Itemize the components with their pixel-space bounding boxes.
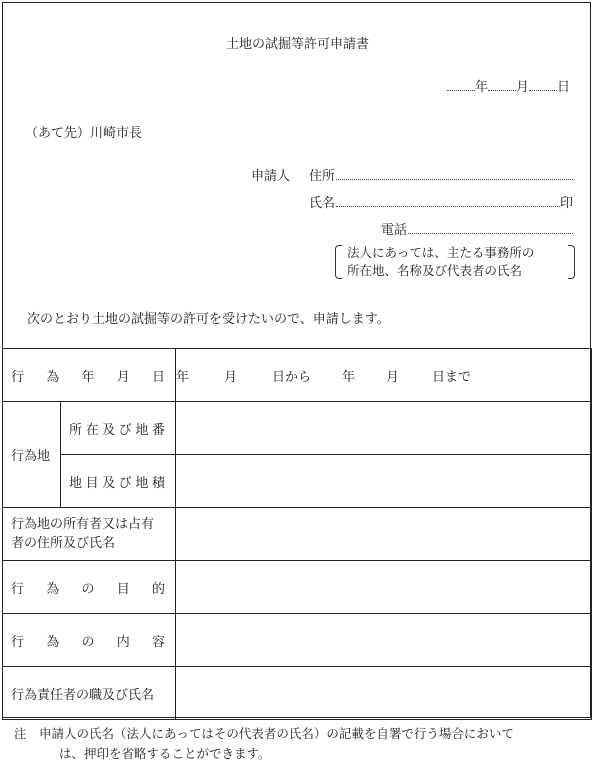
label-char: 容 <box>152 634 166 650</box>
label-char: 行 <box>11 634 25 650</box>
footnote <box>14 724 584 764</box>
phone-blank[interactable] <box>408 221 573 234</box>
site-category-label <box>61 455 176 508</box>
label-char: 日 <box>152 369 166 385</box>
label-char: 及 <box>102 422 116 438</box>
applicant-label: 申請人 <box>251 169 291 184</box>
label-char: 地 <box>69 475 83 491</box>
content-label <box>3 614 176 667</box>
label-char: 所 <box>69 422 83 438</box>
phone-field <box>381 219 573 238</box>
table-row <box>3 667 592 720</box>
footnote-line: 注 申請人の氏名（法人にあってはその代表者の氏名）の記載を自署で行う場合において <box>14 726 514 741</box>
label-char: び <box>118 422 132 438</box>
seal-mark: 印 <box>559 196 573 211</box>
left-bracket <box>335 245 342 279</box>
owner-input[interactable] <box>176 508 592 561</box>
label-char: 及 <box>102 475 116 491</box>
from-day: 日から <box>272 369 312 385</box>
to-year: 年 <box>342 369 356 385</box>
responsible-input[interactable] <box>176 667 592 720</box>
label-char: び <box>118 475 132 491</box>
to-day: 日まで <box>432 369 472 385</box>
date-line <box>447 76 570 95</box>
label-char: 為 <box>46 369 60 385</box>
label-char: 在 <box>85 422 99 438</box>
label-char: 地 <box>135 475 149 491</box>
site-location-input[interactable] <box>176 402 592 455</box>
corporate-note-line: 法人にあっては、主たる事務所の <box>347 245 535 260</box>
year-blank[interactable] <box>447 78 475 91</box>
to-month: 月 <box>386 369 400 385</box>
site-location-label <box>61 402 176 455</box>
purpose-label <box>3 561 176 614</box>
label-char: 積 <box>151 475 165 491</box>
from-year: 年 <box>176 369 190 385</box>
content-input[interactable] <box>176 614 592 667</box>
owner-label-line: 行為地の所有者又は占有 <box>11 517 155 532</box>
site-label: 行為地 <box>3 402 61 508</box>
label-char: の <box>81 634 95 650</box>
label-char: の <box>81 581 95 597</box>
table-row <box>3 455 592 508</box>
form-title: 土地の試掘等許可申請書 <box>225 37 369 52</box>
name-field <box>309 192 573 211</box>
table-row <box>3 349 592 402</box>
label-char: 目 <box>85 475 99 491</box>
table-row <box>3 402 592 455</box>
corporate-note-line: 所在地、名称及び代表者の氏名 <box>347 263 523 278</box>
label-char: 目 <box>116 581 130 597</box>
site-category-input[interactable] <box>176 455 592 508</box>
date-row-label <box>3 349 176 402</box>
name-label: 氏名 <box>309 196 336 211</box>
corporate-note-text <box>347 244 534 280</box>
month-label: 月 <box>515 80 529 95</box>
phone-label: 電話 <box>381 223 408 238</box>
year-label: 年 <box>474 80 488 95</box>
label-char: 番 <box>151 422 165 438</box>
addressee: （あて先）川崎市長 <box>25 126 143 141</box>
table-row <box>3 561 592 614</box>
corporate-note <box>335 244 575 280</box>
table-row <box>3 508 592 561</box>
label-char: 的 <box>152 581 166 597</box>
label-char: 月 <box>116 369 130 385</box>
purpose-input[interactable] <box>176 561 592 614</box>
label-char: 為 <box>46 634 60 650</box>
application-statement: 次のとおり土地の試掘等の許可を受けたいので、申請します。 <box>27 312 390 327</box>
address-blank[interactable] <box>336 167 573 180</box>
label-char: 為 <box>46 581 60 597</box>
label-char: 行 <box>11 369 25 385</box>
address-field <box>309 165 573 184</box>
table-row <box>3 614 592 667</box>
responsible-label: 行為責任者の職及び氏名 <box>3 667 176 720</box>
month-blank[interactable] <box>488 78 516 91</box>
address-label: 住所 <box>309 169 336 184</box>
footnote-line: は、押印を省略することができます。 <box>59 746 271 761</box>
label-char: 行 <box>11 581 25 597</box>
day-blank[interactable] <box>529 78 557 91</box>
owner-label <box>3 508 176 561</box>
from-month: 月 <box>224 369 238 385</box>
date-range-cell[interactable] <box>176 349 592 402</box>
day-label: 日 <box>556 80 570 95</box>
label-char: 地 <box>135 422 149 438</box>
label-char: 内 <box>116 634 130 650</box>
label-char: 年 <box>81 369 95 385</box>
owner-label-line: 者の住所及び氏名 <box>11 536 116 551</box>
right-bracket <box>568 245 575 279</box>
application-table <box>2 348 592 720</box>
name-blank[interactable] <box>336 194 560 207</box>
